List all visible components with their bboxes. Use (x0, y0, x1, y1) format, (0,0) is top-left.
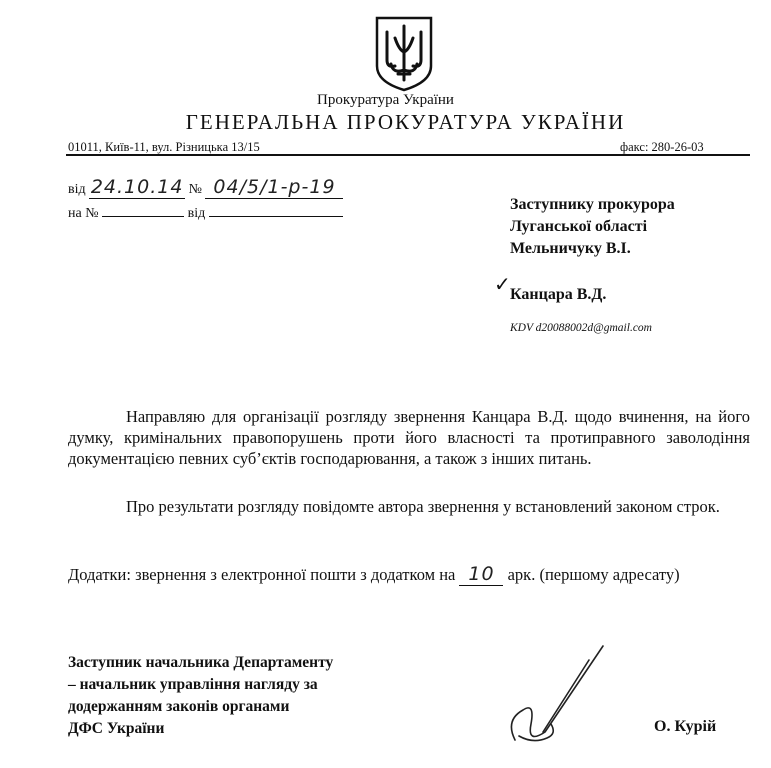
recipient-line-3: Мельничуку В.І. (510, 240, 631, 257)
attachments-prefix: Додатки: звернення з електронної пошти з додатком на (68, 565, 456, 584)
outgoing-date: 24.10.14 (90, 176, 184, 198)
trident-emblem-icon (373, 14, 435, 92)
signer-title (68, 652, 428, 740)
org-parent-name: Прокуратура України (317, 92, 454, 108)
signer-title-line-1: Заступник начальника Департаменту (68, 654, 334, 671)
outgoing-reference (68, 176, 343, 199)
checkmark-icon: ✓ (494, 272, 511, 296)
org-fax: факс: 280-26-03 (620, 140, 704, 154)
handwritten-signature (485, 640, 615, 750)
number-label: № (188, 182, 202, 197)
recipient-email: KDV d20088002d@gmail.com (510, 322, 652, 334)
signer-title-line-3: додержанням законів органами (68, 698, 290, 715)
attachments-suffix: арк. (першому адресату) (507, 565, 680, 584)
incoming-reference (68, 202, 343, 222)
body-paragraph-1: Направляю для організації розгляду звернення Канцара В.Д. щодо вчинення, на його думку, кримінальних правопорушень проти його власності та протиправного заволодіння документацією певних суб’єктів господарювання, а також з інших питань. (68, 407, 750, 468)
incoming-date (209, 202, 343, 217)
org-name: ГЕНЕРАЛЬНА ПРОКУРАТУРА УКРАЇНИ (185, 110, 626, 134)
on-number-label: на № (68, 206, 99, 221)
incoming-number (102, 202, 184, 217)
signer-name: О. Курій (654, 718, 717, 735)
recipient-line-2: Луганської області (510, 218, 648, 235)
org-address: 01011, Київ-11, вул. Різницька 13/15 (68, 140, 260, 154)
body-paragraph-2: Про результати розгляду повідомте автора звернення у встановлений законом строк. (126, 497, 720, 516)
copy-recipient: Канцара В.Д. (510, 286, 607, 303)
from-label: від (68, 182, 86, 197)
signer-title-line-4: ДФС України (68, 720, 165, 737)
attachment-pages: 10 (459, 564, 503, 586)
recipient-line-1: Заступнику прокурора (510, 196, 675, 213)
header-divider (66, 154, 750, 156)
outgoing-number: 04/5/1-р-19 (205, 176, 343, 199)
signer-title-line-2: – начальник управління нагляду за (68, 676, 318, 693)
from2-label: від (187, 206, 206, 221)
attachments (68, 564, 750, 586)
